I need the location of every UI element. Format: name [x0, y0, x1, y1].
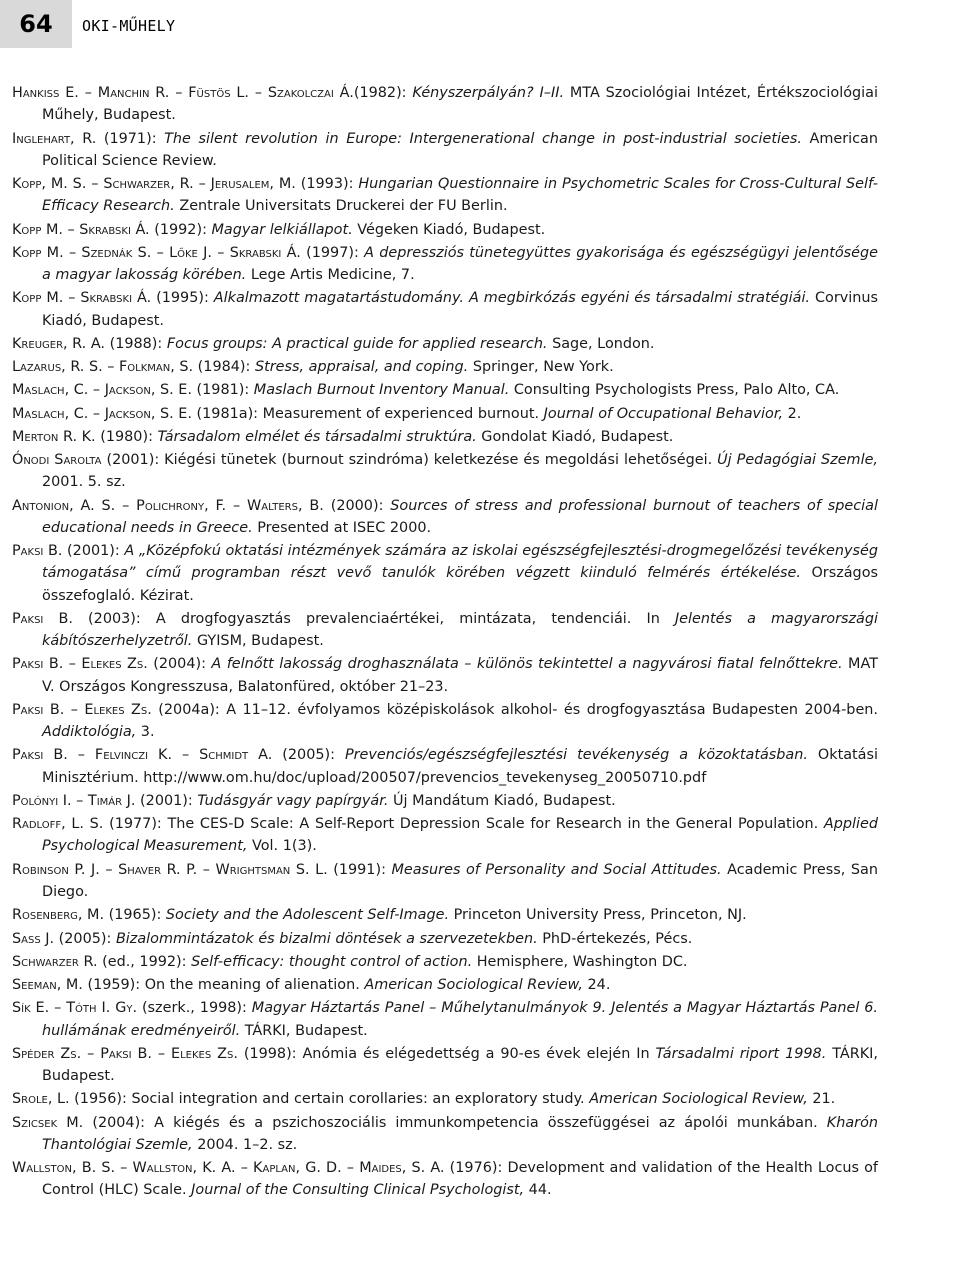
- reference-entry: [12, 653, 878, 697]
- reference-authors: Wallston, B. S. – Wallston, K. A. – Kaplan, G. D. – Maides, S. A.: [12, 1160, 445, 1177]
- reference-authors: Paksi B.: [12, 610, 73, 627]
- reference-publisher: Hemisphere, Washington DC.: [472, 953, 688, 970]
- reference-authors: Kreuger, R. A.: [12, 335, 105, 352]
- reference-publisher: American Political Science Review.: [42, 130, 878, 169]
- reference-authors: Paksi B. – Elekes Zs.: [12, 656, 148, 673]
- reference-text: (1971):: [96, 130, 165, 147]
- reference-text: (2004): A kiégés és a pszichoszociális immunkompetencia összefüggései az ápolói munkában.: [83, 1114, 827, 1131]
- reference-publisher: 3.: [136, 724, 155, 741]
- reference-entry: [12, 859, 878, 903]
- reference-entry: [12, 928, 878, 950]
- reference-text: (1995):: [151, 290, 214, 307]
- reference-title: Maslach Burnout Inventory Manual.: [253, 382, 510, 399]
- reference-publisher: Országos összefoglaló. Kézirat.: [42, 565, 878, 604]
- reference-text: (1984):: [193, 359, 255, 376]
- reference-publisher: 2001. 5. sz.: [42, 474, 126, 491]
- reference-authors: Sík E. – Tóth I. Gy.: [12, 1000, 138, 1017]
- reference-publisher: MTA Szociológiai Intézet, Értékszociológiai Műhely, Budapest.: [42, 85, 878, 124]
- reference-entry: [12, 997, 878, 1041]
- reference-text: (1965):: [104, 907, 166, 924]
- reference-entry: [12, 1112, 878, 1156]
- reference-title: American Sociological Review,: [364, 977, 583, 994]
- reference-text: (2005):: [272, 747, 345, 764]
- reference-publisher: Lege Artis Medicine, 7.: [246, 267, 415, 283]
- reference-authors: Schwarzer R.: [12, 953, 98, 970]
- reference-publisher: GYISM, Budapest.: [192, 633, 324, 650]
- reference-authors: Seeman, M.: [12, 977, 83, 994]
- reference-text: (1980):: [95, 428, 158, 445]
- reference-entry: [12, 699, 878, 743]
- reference-title: A depressziós tünetegyüttes gyakorisága és egészségügyi jelentősége a magyar lakosság körében.: [42, 244, 879, 283]
- reference-publisher: PhD-értekezés, Pécs.: [537, 930, 693, 947]
- reference-authors: Radloff, L. S.: [12, 816, 104, 833]
- reference-authors: Antonion, A. S. – Polichrony, F. – Walters, B.: [12, 497, 324, 514]
- reference-publisher: Vol. 1(3).: [247, 838, 317, 855]
- reference-publisher: Consulting Psychologists Press, Palo Alto, CA.: [509, 382, 840, 399]
- reference-authors: Sass J.: [12, 930, 55, 947]
- reference-entry: [12, 82, 878, 126]
- reference-title: Hungarian Questionnaire in Psychometric Scales for Cross-Cultural Self-Efficacy Research.: [42, 176, 878, 215]
- reference-publisher: Corvinus Kiadó, Budapest.: [42, 290, 878, 329]
- reference-entry: [12, 813, 878, 857]
- reference-entry: [12, 173, 878, 217]
- reference-publisher: 24.: [582, 977, 611, 994]
- reference-authors: Rosenberg, M.: [12, 907, 105, 924]
- reference-text: (1956): Social integration and certain corollaries: an exploratory study.: [69, 1091, 590, 1108]
- reference-entry: [12, 287, 878, 331]
- reference-text: (1981):: [191, 382, 254, 399]
- reference-title: Measures of Personality and Social Attitudes.: [391, 861, 722, 878]
- reference-entry: [12, 951, 878, 973]
- reference-text: (1991):: [327, 861, 392, 878]
- reference-entry: [12, 403, 878, 425]
- reference-text: (2004a): A 11–12. évfolyamos középiskolások alkohol- és drogfogyasztása Budapesten 2004-ben.: [151, 701, 878, 718]
- reference-authors: Kopp, M. S. – Schwarzer, R. – Jerusalem, M.: [12, 176, 296, 192]
- reference-publisher: Zentrale Universitats Druckerei der FU Berlin.: [174, 198, 508, 215]
- reference-text: (szerk., 1998):: [137, 1000, 252, 1017]
- reference-entry: [12, 974, 878, 996]
- reference-publisher: TÁRKI, Budapest.: [240, 1022, 368, 1039]
- reference-text: (1992):: [149, 221, 212, 238]
- reference-list: [12, 82, 878, 1203]
- reference-text: (2000):: [323, 497, 391, 514]
- reference-entry: [12, 1157, 878, 1201]
- reference-title: Applied Psychological Measurement,: [42, 816, 878, 855]
- running-head: OKI-MŰHELY: [82, 17, 176, 35]
- reference-title: Journal of the Consulting Clinical Psychologist,: [191, 1182, 525, 1199]
- reference-entry: [12, 1043, 878, 1087]
- reference-authors: Kopp M. – Skrabski Á.: [12, 221, 150, 238]
- reference-authors: Polónyi I. – Timár J.: [12, 792, 136, 809]
- reference-authors: Kopp M. – Szednák S. – Lőke J. – Skrabski Á.: [12, 244, 301, 261]
- page-header: [0, 0, 960, 48]
- reference-entry: [12, 219, 878, 241]
- reference-entry: [12, 1088, 878, 1110]
- reference-text: (2001):: [135, 792, 198, 809]
- reference-entry: [12, 242, 878, 286]
- reference-text: (1982):: [353, 85, 413, 101]
- reference-authors: Paksi B. – Elekes Zs.: [12, 701, 152, 718]
- reference-entry: [12, 495, 878, 539]
- reference-authors: Kopp M. – Skrabski Á.: [12, 290, 152, 307]
- reference-publisher: Sage, London.: [547, 335, 655, 352]
- reference-title: Kharón Thantológiai Szemle,: [42, 1114, 878, 1153]
- reference-title: A felnőtt lakosság droghasználata – különös tekintettel a nagyvárosi fiatal felnőttekre.: [211, 656, 843, 673]
- reference-entry: [12, 379, 878, 401]
- reference-publisher: Princeton University Press, Princeton, NJ.: [449, 907, 747, 924]
- reference-entry: [12, 790, 878, 812]
- reference-title: Jelentés a magyarországi kábítószerhelyzetről.: [42, 610, 878, 650]
- reference-entry: [12, 426, 878, 448]
- reference-authors: Spéder Zs. – Paksi B. – Elekes Zs.: [12, 1045, 238, 1062]
- reference-entry: [12, 608, 878, 652]
- reference-text: (2001): Kiégési tünetek (burnout szindróma) keletkezése és megoldási lehetőségei.: [101, 452, 718, 469]
- reference-publisher: Oktatási Minisztérium. http://www.om.hu/doc/upload/200507/prevencios_tevekenyseg_20050710.pdf: [42, 747, 878, 786]
- reference-authors: Ónodi Sarolta: [12, 452, 102, 469]
- reference-entry: [12, 356, 878, 378]
- reference-publisher: 2.: [783, 405, 802, 422]
- reference-publisher: Springer, New York.: [468, 359, 614, 376]
- reference-authors: Maslach, C. – Jackson, S. E.: [12, 405, 192, 422]
- reference-title: Tudásgyár vagy papírgyár.: [197, 792, 389, 809]
- reference-title: Kényszerpályán? I–II.: [412, 85, 565, 101]
- reference-title: Self-efficacy: thought control of action.: [191, 953, 473, 970]
- reference-title: Addiktológia,: [42, 724, 137, 741]
- reference-title: Society and the Adolescent Self-Image.: [165, 907, 450, 924]
- reference-text: (1998): Anómia és elégedettség a 90-es évek elején In: [237, 1045, 656, 1062]
- reference-title: Társadalom elmélet és társadalmi struktúra.: [157, 428, 477, 445]
- reference-entry: [12, 449, 878, 493]
- reference-authors: Paksi B. – Felvinczi K. – Schmidt A.: [12, 747, 273, 764]
- reference-title: Magyar lelkiállapot.: [211, 221, 353, 238]
- reference-title: Journal of Occupational Behavior,: [543, 405, 784, 422]
- reference-publisher: Gondolat Kiadó, Budapest.: [476, 428, 674, 445]
- reference-entry: [12, 540, 878, 607]
- reference-authors: Lazarus, R. S. – Folkman, S.: [12, 359, 194, 376]
- reference-authors: Maslach, C. – Jackson, S. E.: [12, 382, 192, 399]
- reference-text: (1959): On the meaning of alienation.: [82, 977, 365, 994]
- reference-authors: Szicsek M.: [12, 1114, 84, 1131]
- reference-text: (1988):: [105, 335, 167, 352]
- reference-title: The silent revolution in Europe: Intergenerational change in post-industrial societies.: [164, 130, 802, 147]
- reference-authors: Merton R. K.: [12, 428, 96, 445]
- reference-title: Társadalmi riport 1998.: [655, 1045, 827, 1062]
- reference-title: Alkalmazott magatartástudomány. A megbirkózás egyéni és társadalmi stratégiái.: [213, 290, 811, 307]
- reference-text: (ed., 1992):: [97, 953, 192, 970]
- reference-text: (2005):: [54, 930, 116, 947]
- reference-publisher: 2004. 1–2. sz.: [192, 1136, 298, 1153]
- reference-publisher: MAT V. Országos Kongresszusa, Balatonfüred, október 21–23.: [42, 656, 878, 695]
- reference-title: Prevenciós/egészségfejlesztési tevékenység a közoktatásban.: [344, 747, 808, 764]
- reference-publisher: Presented at ISEC 2000.: [252, 519, 432, 536]
- reference-entry: [12, 744, 878, 788]
- reference-publisher: Új Mandátum Kiadó, Budapest.: [388, 792, 616, 809]
- reference-text: (2004):: [147, 656, 212, 673]
- reference-title: A „Középfokú oktatási intézmények számára az iskolai egészségfejlesztési-drogmegelőzési tevékenység támogatása” című programban részt vevő tanulók körében végzett kiinduló felmérés értékelése.: [42, 543, 878, 582]
- reference-title: Új Pedagógiai Szemle,: [717, 452, 878, 469]
- reference-publisher: Végeken Kiadó, Budapest.: [352, 221, 546, 238]
- reference-entry: [12, 128, 878, 172]
- reference-title: Sources of stress and professional burnout of teachers of special educational needs in Greece.: [42, 497, 878, 536]
- reference-publisher: Academic Press, San Diego.: [42, 861, 878, 900]
- reference-publisher: TÁRKI, Budapest.: [42, 1045, 878, 1085]
- reference-publisher: 44.: [524, 1182, 552, 1199]
- reference-text: (2003): A drogfogyasztás prevalenciaértékei, mintázata, tendenciái. In: [72, 610, 675, 627]
- reference-authors: Hankiss E. – Manchin R. – Füstös L. – Szakolczai Á.: [12, 85, 354, 101]
- reference-title: Bizalommintázatok és bizalmi döntések a szervezetekben.: [115, 930, 538, 947]
- reference-title: Magyar Háztartás Panel – Műhelytanulmányok 9. Jelentés a Magyar Háztartás Panel 6. hullámának eredményeiről.: [42, 1000, 878, 1039]
- page-number: 64: [0, 0, 72, 48]
- reference-entry: [12, 904, 878, 926]
- reference-entry: [12, 333, 878, 355]
- reference-text: (1993):: [295, 176, 359, 192]
- reference-text: (1981a): Measurement of experienced burnout.: [191, 405, 544, 422]
- reference-title: Stress, appraisal, and coping.: [254, 359, 469, 376]
- reference-text: (1977): The CES-D Scale: A Self-Report Depression Scale for Research in the General Population.: [103, 816, 824, 833]
- reference-authors: Robinson P. J. – Shaver R. P. – Wrightsman S. L.: [12, 861, 328, 878]
- reference-title: American Sociological Review,: [589, 1091, 808, 1108]
- reference-text: (1976): Development and validation of the Health Locus of Control (HLC) Scale.: [42, 1160, 878, 1199]
- reference-authors: Inglehart, R.: [12, 130, 97, 147]
- reference-text: (1997):: [300, 244, 365, 261]
- reference-publisher: 21.: [807, 1091, 836, 1108]
- reference-title: Focus groups: A practical guide for applied research.: [166, 335, 548, 352]
- reference-authors: Srole, L.: [12, 1091, 70, 1108]
- reference-text: (2001):: [62, 543, 125, 560]
- reference-authors: Paksi B.: [12, 543, 63, 560]
